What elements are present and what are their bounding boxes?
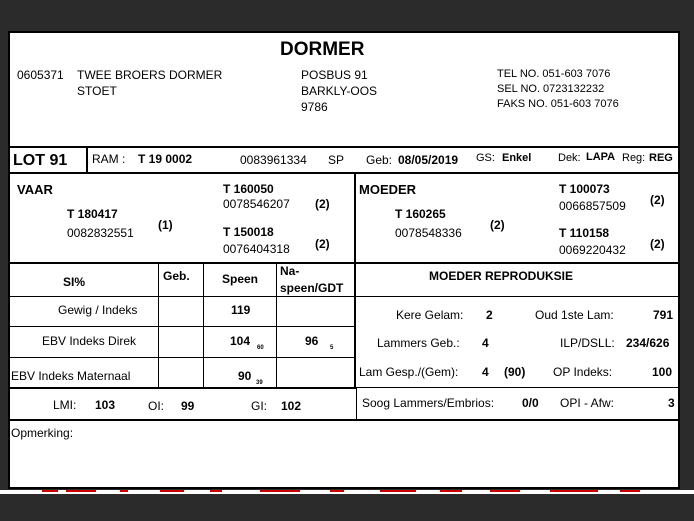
divider-pedigree	[354, 172, 356, 262]
sire-label: VAAR	[17, 182, 53, 197]
dek-value: LAPA	[586, 151, 616, 163]
lmi-value: 103	[95, 398, 116, 412]
paternal-granddam-count: (2)	[315, 237, 330, 251]
row-maternal-label: EBV Indeks Maternaal	[11, 369, 131, 383]
ilp-value: 234/626	[626, 336, 670, 350]
footer-strip	[0, 490, 694, 494]
sire-count: (1)	[158, 218, 173, 232]
reg-label: Reg:	[622, 152, 646, 164]
tel-number: TEL NO. 051-603 7076	[497, 68, 611, 80]
gi-value: 102	[281, 399, 302, 413]
oud-label: Oud 1ste Lam:	[535, 308, 614, 322]
soog-label: Soog Lammers/Embrios:	[362, 396, 495, 410]
naspeen-header-line2: speen/GDT	[280, 281, 344, 295]
gesp-value: 4	[482, 365, 489, 379]
ram-id: T 19 0002	[138, 152, 193, 166]
row-weight-label: Gewig / Indeks	[58, 303, 138, 317]
ram-number: 0083961334	[240, 153, 307, 167]
sire-id: T 180417	[67, 207, 118, 221]
op-label: OP Indeks:	[553, 365, 613, 379]
maternal-grandsire-count: (2)	[650, 193, 665, 207]
kere-label: Kere Gelam:	[396, 308, 464, 322]
breeder-name-line1: TWEE BROERS DORMER	[77, 68, 223, 82]
lot-number: LOT 91	[13, 152, 68, 169]
row-direct-speen-sub: 60	[257, 345, 264, 351]
dam-label: MOEDER	[359, 182, 417, 197]
paternal-grandsire-count: (2)	[315, 197, 330, 211]
opi-value: 3	[668, 396, 675, 410]
gesp-gem: (90)	[504, 365, 526, 379]
si-col-divider-1	[158, 262, 159, 387]
maternal-granddam-number: 0069220432	[559, 243, 626, 257]
divider-lot-top	[10, 146, 678, 148]
divider-lot-cell	[86, 146, 88, 174]
divider-remarks	[10, 419, 678, 421]
maternal-granddam-id: T 110158	[559, 226, 610, 240]
fax-number: FAKS NO. 051-603 7076	[497, 98, 619, 110]
repro-title-divider	[356, 296, 678, 297]
dam-count: (2)	[490, 218, 505, 232]
ram-label: RAM :	[92, 152, 126, 166]
si-row-divider-3	[10, 357, 355, 358]
maternal-grandsire-id: T 100073	[559, 182, 610, 196]
dam-id: T 160265	[395, 207, 446, 221]
breeder-name-line2: STOET	[77, 84, 117, 98]
birth-label: Geb:	[366, 153, 393, 167]
si-table-top	[10, 262, 356, 264]
maternal-granddam-count: (2)	[650, 237, 665, 251]
ilp-label: ILP/DSLL:	[560, 336, 615, 350]
repro-title: MOEDER REPRODUKSIE	[429, 269, 574, 283]
cell-number: SEL NO. 0723132232	[497, 83, 605, 95]
gs-label: GS:	[476, 152, 495, 164]
si-row-divider-1	[10, 296, 355, 297]
si-row-divider-2	[10, 326, 355, 327]
oi-label: OI:	[148, 399, 165, 413]
si-header: SI%	[63, 275, 86, 289]
row-maternal-speen-sub: 39	[256, 380, 263, 386]
page-title: DORMER	[280, 39, 365, 60]
reg-value: REG	[649, 152, 673, 164]
si-col-divider-3	[276, 262, 277, 387]
birth-date: 08/05/2019	[398, 153, 459, 167]
si-col-divider-2	[203, 262, 204, 387]
soog-value: 0/0	[522, 396, 539, 410]
gesp-label: Lam Gesp./(Gem):	[359, 365, 459, 379]
sire-number: 0082832551	[67, 226, 134, 240]
lammers-value: 4	[482, 336, 489, 350]
lammers-label: Lammers Geb.:	[377, 336, 460, 350]
address-line1: POSBUS 91	[301, 68, 368, 82]
maternal-grandsire-number: 0066857509	[559, 199, 626, 213]
sale-card	[8, 31, 680, 489]
oi-value: 99	[181, 399, 195, 413]
row-direct-naspeen-sub: 5	[330, 345, 334, 351]
gi-label: GI:	[251, 399, 268, 413]
remarks-label: Opmerking:	[11, 426, 74, 440]
address-line3: 9786	[301, 100, 328, 114]
naspeen-header-line1: Na-	[280, 264, 300, 278]
dam-number: 0078548336	[395, 226, 462, 240]
row-direct-label: EBV Indeks Direk	[42, 334, 137, 348]
opi-label: OPI - Afw:	[560, 396, 615, 410]
paternal-granddam-number: 0076404318	[223, 242, 290, 256]
gs-value: Enkel	[502, 152, 532, 164]
paternal-granddam-id: T 150018	[223, 225, 274, 239]
row-weight-speen: 119	[231, 303, 251, 317]
dek-label: Dek:	[558, 152, 581, 164]
geb-header: Geb.	[163, 269, 190, 283]
repro-lower-divider	[356, 387, 357, 419]
speen-header: Speen	[222, 272, 259, 286]
sp-code: SP	[328, 153, 345, 167]
row-maternal-speen: 90	[238, 369, 252, 383]
op-value: 100	[652, 365, 673, 379]
address-line2: BARKLY-OOS	[301, 84, 378, 98]
breeder-code: 0605371	[17, 68, 64, 82]
row-direct-speen: 104	[230, 334, 251, 348]
oud-value: 791	[653, 308, 674, 322]
lmi-label: LMI:	[53, 398, 77, 412]
paternal-grandsire-id: T 160050	[223, 182, 274, 196]
divider-lot-bottom	[10, 172, 678, 174]
paternal-grandsire-number: 0078546207	[223, 197, 290, 211]
repro-bottom-divider	[356, 387, 678, 388]
row-direct-naspeen: 96	[305, 334, 319, 348]
kere-value: 2	[486, 308, 493, 322]
si-table-bottom	[10, 387, 356, 389]
divider-repro-top	[356, 262, 678, 264]
